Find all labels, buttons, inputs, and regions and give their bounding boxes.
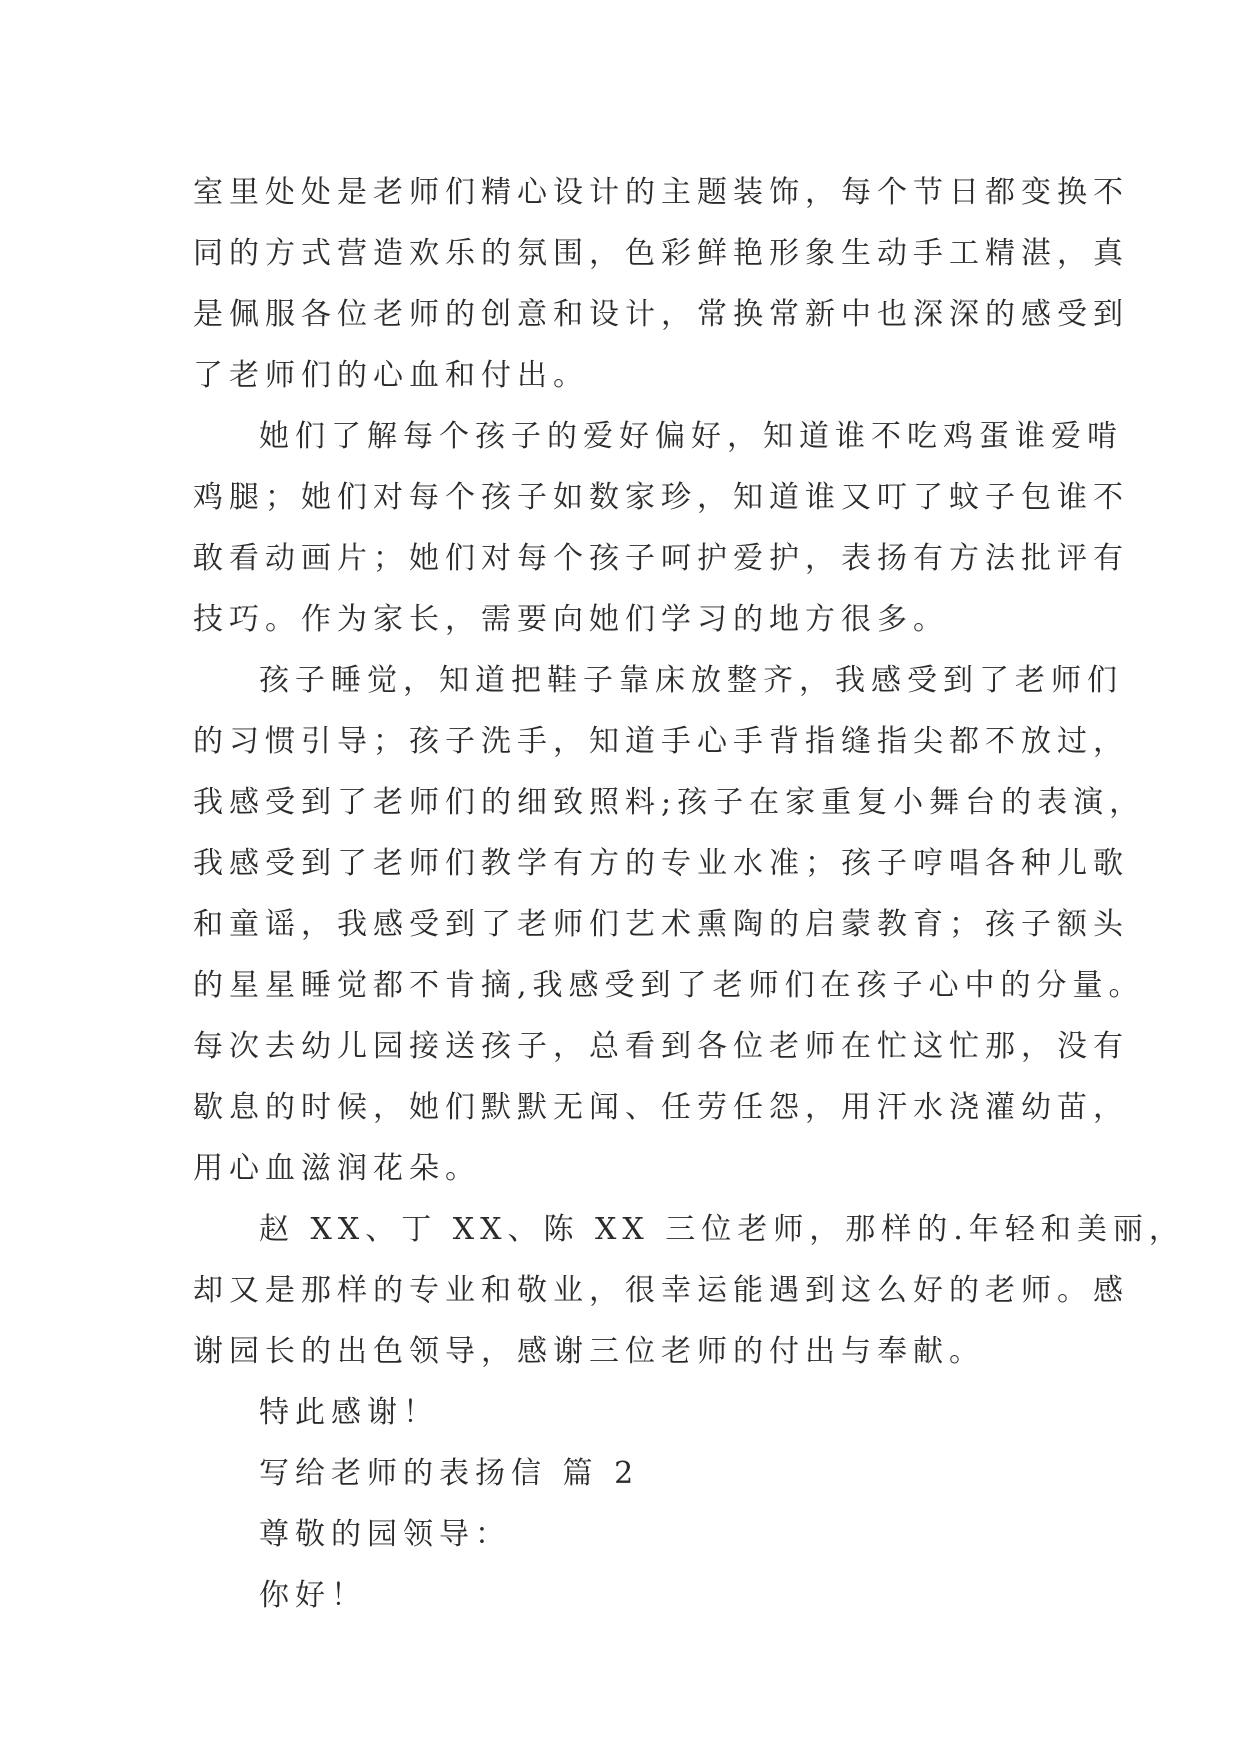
paragraph-line: 的星星睡觉都不肯摘,我感受到了老师们在孩子心中的分量。 <box>193 968 1145 1003</box>
paragraph-line: 歇息的时候，她们默默无闻、任劳任怨，用汗水浇灌幼苗， <box>193 1090 1129 1125</box>
paragraph-line: 谢园长的出色领导，感谢三位老师的付出与奉献。 <box>193 1334 985 1369</box>
paragraph-line: 却又是那样的专业和敬业，很幸运能遇到这么好的老师。感 <box>193 1273 1129 1308</box>
paragraph-line: 是佩服各位老师的创意和设计，常换常新中也深深的感受到 <box>193 297 1129 332</box>
closing-line: 特此感谢！ <box>259 1395 439 1430</box>
paragraph-line: 她们了解每个孩子的爱好偏好，知道谁不吃鸡蛋谁爱啃 <box>259 419 1123 454</box>
document-body <box>193 162 1185 1626</box>
salutation-line: 尊敬的园领导： <box>259 1517 511 1552</box>
greeting-line: 你好！ <box>259 1578 367 1613</box>
paragraph-line: 敢看动画片；她们对每个孩子呵护爱护，表扬有方法批评有 <box>193 541 1129 576</box>
paragraph-line: 室里处处是老师们精心设计的主题装饰，每个节日都变换不 <box>193 175 1129 210</box>
paragraph-line: 赵 XX、丁 XX、陈 XX 三位老师，那样的.年轻和美丽， <box>259 1212 1185 1247</box>
paragraph-line: 鸡腿；她们对每个孩子如数家珍，知道谁又叮了蚊子包谁不 <box>193 480 1129 515</box>
paragraph-line: 我感受到了老师们的细致照料;孩子在家重复小舞台的表演， <box>193 785 1146 820</box>
paragraph-line: 和童谣，我感受到了老师们艺术熏陶的启蒙教育；孩子额头 <box>193 907 1129 942</box>
paragraph-line: 每次去幼儿园接送孩子，总看到各位老师在忙这忙那，没有 <box>193 1029 1129 1064</box>
paragraph-line: 技巧。作为家长，需要向她们学习的地方很多。 <box>193 602 949 637</box>
paragraph-line: 我感受到了老师们教学有方的专业水准；孩子哼唱各种儿歌 <box>193 846 1129 881</box>
paragraph-line: 用心血滋润花朵。 <box>193 1151 481 1186</box>
paragraph-line: 的习惯引导；孩子洗手，知道手心手背指缝指尖都不放过， <box>193 724 1129 759</box>
paragraph-line: 孩子睡觉，知道把鞋子靠床放整齐，我感受到了老师们 <box>259 663 1123 698</box>
paragraph-line: 了老师们的心血和付出。 <box>193 358 589 393</box>
section-heading: 写给老师的表扬信 篇 2 <box>259 1456 640 1491</box>
paragraph-line: 同的方式营造欢乐的氛围，色彩鲜艳形象生动手工精湛，真 <box>193 236 1129 271</box>
